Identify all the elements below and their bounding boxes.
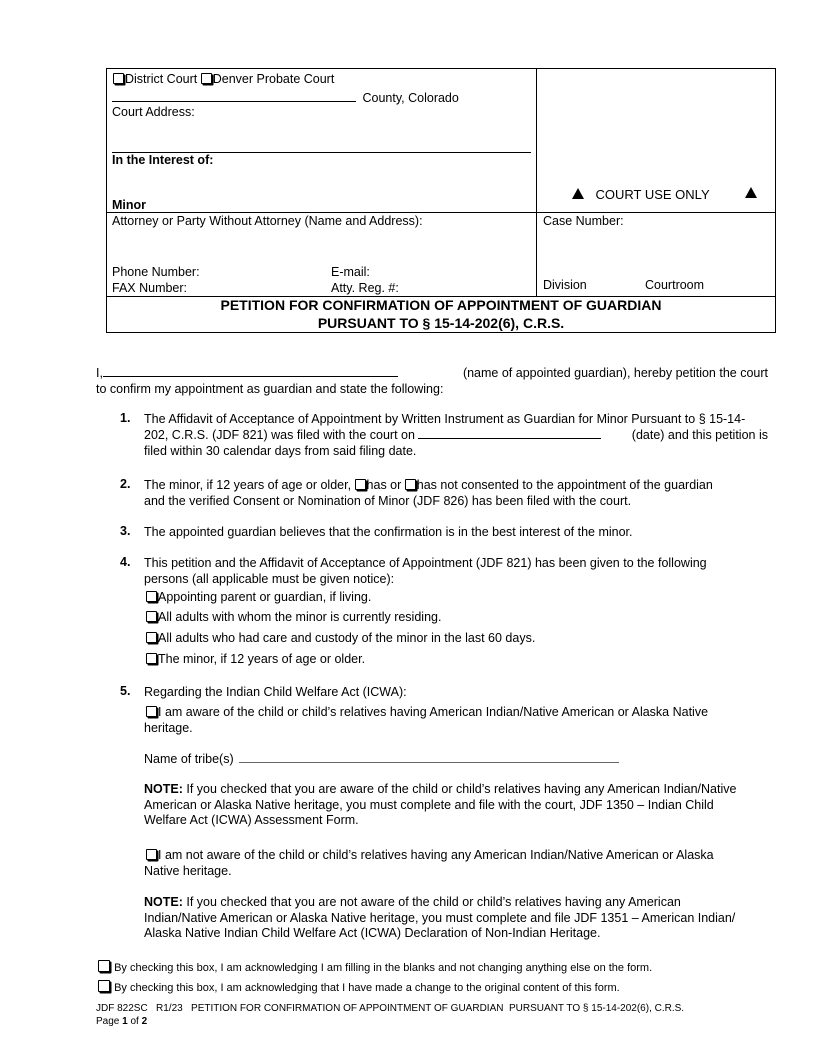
item-2-line2: and the verified Consent or Nomination of Minor (JDF 826) has been filed with the court. bbox=[144, 494, 632, 508]
item-number: 1. bbox=[120, 411, 131, 425]
fax-label: FAX Number: bbox=[112, 281, 188, 295]
district-court-checkbox[interactable] bbox=[113, 73, 124, 84]
note-label: NOTE: bbox=[144, 782, 183, 796]
ack-label: By checking this box, I am acknowledging that I have made a change to the original content of this form. bbox=[114, 982, 620, 994]
icwa-not-aware-checkbox[interactable] bbox=[146, 849, 157, 860]
has-consented-checkbox[interactable] bbox=[355, 479, 366, 490]
ack-row bbox=[98, 980, 620, 994]
notice-option-label: All adults who had care and custody of the minor in the last 60 days. bbox=[158, 631, 536, 645]
note-2-line3: Alaska Native Indian Child Welfare Act (ICWA) Declaration of Non-Indian Heritage. bbox=[144, 926, 601, 940]
item-1-line3: filed within 30 calendar days from said filing date. bbox=[144, 444, 417, 458]
note-1-line2: American or Alaska Native heritage, you must complete and file with the court, JDF 1350 – Indian Child bbox=[144, 798, 714, 812]
note-2-line1 bbox=[144, 894, 768, 910]
has-not-consented-checkbox[interactable] bbox=[405, 479, 416, 490]
notice-option-label: Appointing parent or guardian, if living. bbox=[158, 590, 372, 604]
note-1-line1 bbox=[144, 781, 768, 797]
intro-line bbox=[96, 365, 768, 381]
page-total: 2 bbox=[141, 1016, 148, 1027]
page-of: of bbox=[127, 1016, 142, 1027]
notice-option bbox=[146, 610, 441, 624]
note-1-line3: Welfare Act (ICWA) Assessment Form. bbox=[144, 813, 359, 827]
item-1-line2 bbox=[144, 427, 768, 443]
item-4-line2: persons (all applicable must be given notice): bbox=[144, 572, 395, 586]
county-label: County, Colorado bbox=[362, 91, 459, 105]
page-prefix: Page bbox=[96, 1016, 123, 1027]
item-number: 5. bbox=[120, 684, 131, 698]
note-text: If you checked that you are not aware of the child or child’s relatives having any American bbox=[186, 895, 681, 909]
tribe-row bbox=[144, 751, 619, 766]
item-2-line1 bbox=[144, 477, 768, 493]
icwa-aware-checkbox[interactable] bbox=[146, 706, 157, 717]
icwa-not-aware-label-cont: Native heritage. bbox=[144, 864, 232, 878]
minor-label: Minor bbox=[112, 198, 147, 212]
tribe-name-field[interactable] bbox=[239, 751, 619, 763]
division-label: Division bbox=[543, 278, 587, 292]
note-label: NOTE: bbox=[144, 895, 183, 909]
icwa-aware-option bbox=[146, 704, 768, 720]
note-text: If you checked that you are aware of the child or child’s relatives having any American Indian/Native bbox=[186, 782, 737, 796]
item-4-line1: This petition and the Affidavit of Acceptance of Appointment (JDF 821) has been given to the following bbox=[144, 556, 707, 570]
guardian-name-field[interactable] bbox=[103, 365, 398, 377]
item-number: 3. bbox=[120, 524, 131, 538]
ack-blanks-checkbox[interactable] bbox=[98, 960, 110, 972]
footer-form-id: JDF 822SC R1/23 PETITION FOR CONFIRMATION OF APPOINTMENT OF GUARDIAN PURSUANT TO § 15-14-202(6), C.R.S. bbox=[96, 1003, 685, 1014]
court-use-only-row bbox=[572, 187, 710, 202]
icwa-not-aware-option bbox=[146, 847, 768, 863]
intro-suffix: (name of appointed guardian), hereby petition the court bbox=[462, 366, 768, 380]
up-triangle-icon bbox=[745, 187, 757, 201]
adults-care-custody-checkbox[interactable] bbox=[146, 632, 157, 643]
appointing-parent-checkbox[interactable] bbox=[146, 591, 157, 602]
item-2-text: has or bbox=[366, 478, 402, 492]
ack-changes-checkbox[interactable] bbox=[98, 980, 110, 992]
notice-option bbox=[146, 631, 535, 645]
county-row bbox=[112, 89, 459, 105]
item-1-line1: The Affidavit of Acceptance of Appointment by Written Instrument as Guardian for Minor Pursuant to § 15-14- bbox=[144, 412, 746, 426]
court-address-label: Court Address: bbox=[112, 105, 195, 119]
caption-rule bbox=[106, 212, 776, 213]
attorney-label: Attorney or Party Without Attorney (Name and Address): bbox=[112, 214, 423, 228]
item-1-text: 202, C.R.S. (JDF 821) was filed with the court on bbox=[144, 428, 415, 442]
notice-option-label: The minor, if 12 years of age or older. bbox=[158, 652, 366, 666]
page-title: PETITION FOR CONFIRMATION OF APPOINTMENT OF GUARDIAN bbox=[220, 297, 662, 313]
court-use-only-label: COURT USE ONLY bbox=[595, 187, 710, 202]
icwa-aware-label-cont: heritage. bbox=[144, 721, 193, 735]
courtroom-label: Courtroom bbox=[645, 278, 705, 292]
district-court-label: District Court bbox=[125, 72, 198, 86]
tribe-label: Name of tribe(s) bbox=[144, 752, 234, 766]
minor-12-checkbox[interactable] bbox=[146, 653, 157, 664]
item-1-text: (date) and this petition is bbox=[631, 428, 768, 442]
ack-row bbox=[98, 960, 652, 974]
item-5-heading: Regarding the Indian Child Welfare Act (ICWA): bbox=[144, 685, 407, 699]
county-field[interactable] bbox=[112, 89, 356, 102]
caption-divider bbox=[536, 68, 537, 297]
court-type-row bbox=[113, 72, 334, 86]
page-current: 1 bbox=[122, 1016, 128, 1027]
email-label: E-mail: bbox=[331, 265, 370, 279]
up-triangle-icon bbox=[572, 188, 584, 199]
phone-label: Phone Number: bbox=[112, 265, 200, 279]
item-3-text: The appointed guardian believes that the confirmation is in the best interest of the minor. bbox=[144, 525, 633, 539]
intro-prefix: I, bbox=[96, 366, 103, 380]
item-2-text: has not consented to the appointment of the guardian bbox=[416, 478, 713, 492]
notice-option bbox=[146, 590, 371, 604]
note-2-line2: Indian/Native American or Alaska Native heritage, you must complete and file JDF 1351 – American Indian/ bbox=[144, 911, 736, 925]
in-interest-label: In the Interest of: bbox=[112, 153, 214, 167]
filing-date-field[interactable] bbox=[418, 427, 601, 439]
icwa-aware-label: I am aware of the child or child’s relatives having American Indian/Native American or Alaska Native bbox=[158, 705, 709, 719]
case-number-label: Case Number: bbox=[543, 214, 624, 228]
icwa-not-aware-label: I am not aware of the child or child’s relatives having any American Indian/Native American or Alaska bbox=[158, 848, 714, 862]
page-number bbox=[96, 1016, 147, 1027]
intro-line2: to confirm my appointment as guardian and state the following: bbox=[96, 382, 444, 396]
notice-option bbox=[146, 652, 365, 666]
ack-label: By checking this box, I am acknowledging I am filling in the blanks and not changing anything else on the form. bbox=[114, 962, 653, 974]
adults-residing-checkbox[interactable] bbox=[146, 611, 157, 622]
atty-reg-label: Atty. Reg. #: bbox=[331, 281, 399, 295]
notice-option-label: All adults with whom the minor is currently residing. bbox=[158, 610, 442, 624]
item-2-text: The minor, if 12 years of age or older, bbox=[144, 478, 352, 492]
page-subtitle: PURSUANT TO § 15-14-202(6), C.R.S. bbox=[317, 315, 565, 331]
item-number: 2. bbox=[120, 477, 131, 491]
denver-probate-checkbox[interactable] bbox=[201, 73, 212, 84]
item-number: 4. bbox=[120, 555, 131, 569]
denver-probate-label: Denver Probate Court bbox=[212, 72, 335, 86]
